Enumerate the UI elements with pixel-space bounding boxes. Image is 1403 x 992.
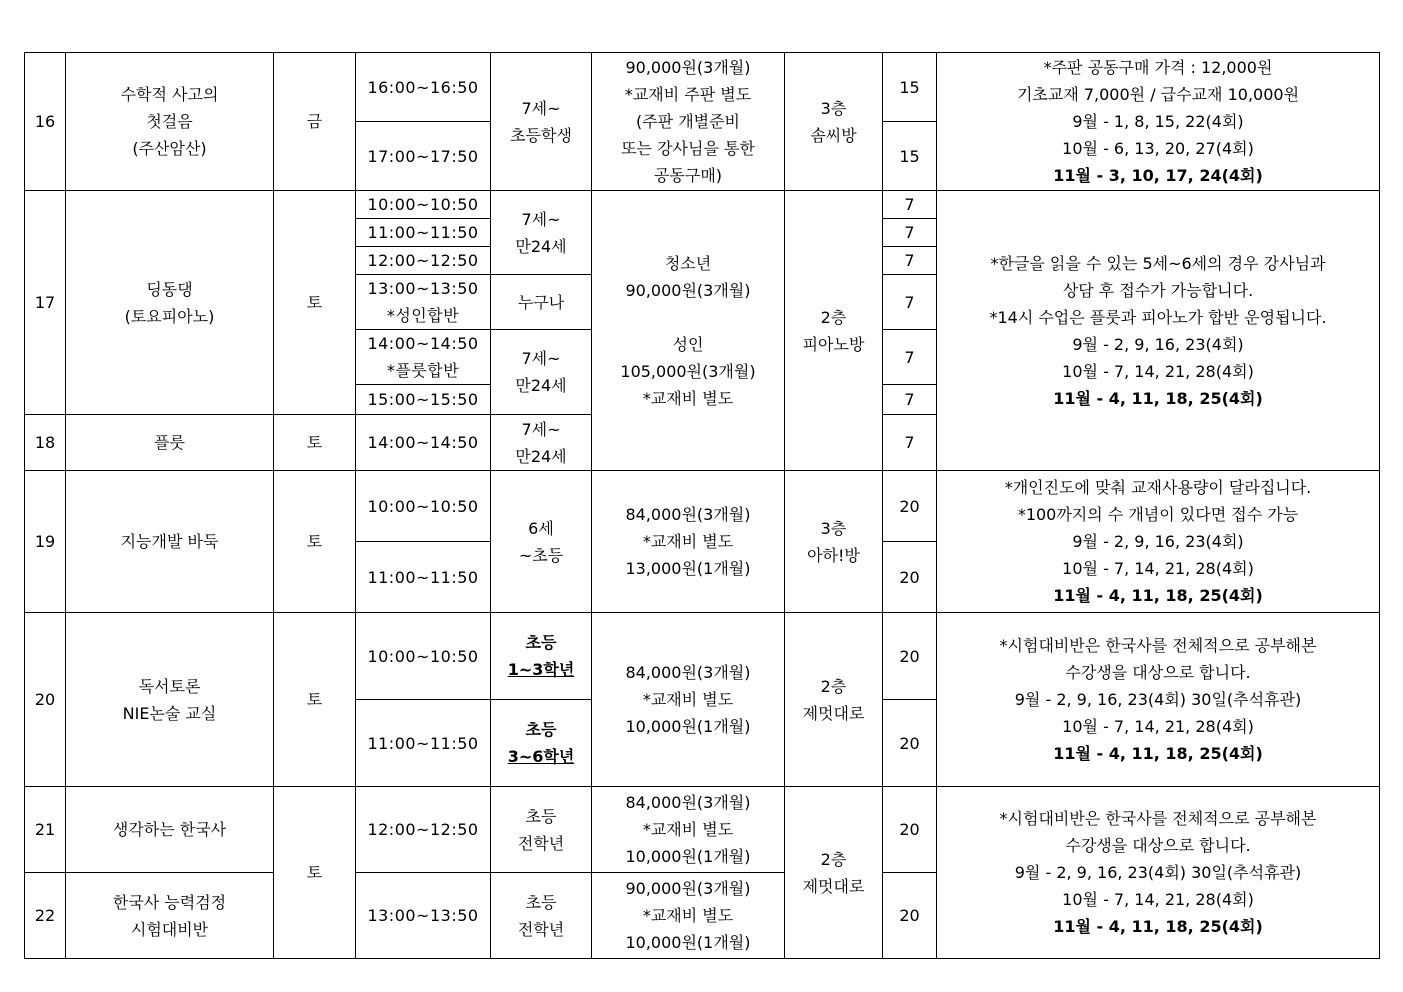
class-capacity: 15 xyxy=(883,53,937,122)
class-capacity: 7 xyxy=(883,247,937,275)
table-row xyxy=(25,191,1380,219)
row-number: 21 xyxy=(25,787,66,873)
class-age: 초등 3~6학년 xyxy=(491,700,592,787)
class-capacity: 20 xyxy=(883,787,937,873)
class-schedule-table xyxy=(24,52,1380,959)
class-room: 2층 제멋대로 xyxy=(785,613,883,787)
class-day: 토 xyxy=(274,613,356,787)
row-number: 17 xyxy=(25,191,66,415)
class-age: 7세~ 만24세 xyxy=(491,415,592,471)
table-row xyxy=(25,471,1380,542)
class-name: 딩동댕 (토요피아노) xyxy=(66,191,274,415)
class-age: 누구나 xyxy=(491,275,592,330)
class-capacity: 7 xyxy=(883,415,937,471)
class-age: 초등 1~3학년 xyxy=(491,613,592,700)
class-capacity: 20 xyxy=(883,471,937,542)
class-name: 수학적 사고의 첫걸음 (주산암산) xyxy=(66,53,274,191)
table-row xyxy=(25,787,1380,873)
class-room: 3층 솜씨방 xyxy=(785,53,883,191)
row-number: 16 xyxy=(25,53,66,191)
class-age: 7세~ 초등학생 xyxy=(491,53,592,191)
class-age: 7세~ 만24세 xyxy=(491,191,592,275)
class-time: 13:00~13:50 *성인합반 xyxy=(356,275,491,330)
class-name: 플룻 xyxy=(66,415,274,471)
class-time: 14:00~14:50 *플룻합반 xyxy=(356,330,491,385)
class-capacity: 20 xyxy=(883,542,937,613)
table-row xyxy=(25,53,1380,122)
class-day: 토 xyxy=(274,471,356,613)
class-capacity: 20 xyxy=(883,700,937,787)
class-time: 15:00~15:50 xyxy=(356,385,491,415)
class-room: 2층 제멋대로 xyxy=(785,787,883,959)
class-notes: *주판 공동구매 가격 : 12,000원 기초교재 7,000원 / 급수교재 10,000원 9월 - 1, 8, 15, 22(4회) 10월 - 6, 13, 20, 27(4회) 11월 - 3, 10, 17, 24(4회) xyxy=(937,53,1380,191)
class-day: 금 xyxy=(274,53,356,191)
class-age: 초등 전학년 xyxy=(491,787,592,873)
class-time: 13:00~13:50 xyxy=(356,873,491,959)
class-time: 12:00~12:50 xyxy=(356,247,491,275)
class-time: 11:00~11:50 xyxy=(356,219,491,247)
class-age: 초등 전학년 xyxy=(491,873,592,959)
class-time: 16:00~16:50 xyxy=(356,53,491,122)
class-name: 한국사 능력검정 시험대비반 xyxy=(66,873,274,959)
class-name: 지능개발 바둑 xyxy=(66,471,274,613)
class-fee: 84,000원(3개월) *교재비 별도 13,000원(1개월) xyxy=(592,471,785,613)
class-time: 17:00~17:50 xyxy=(356,122,491,191)
class-capacity: 7 xyxy=(883,385,937,415)
class-room: 2층 피아노방 xyxy=(785,191,883,471)
class-time: 11:00~11:50 xyxy=(356,542,491,613)
class-capacity: 7 xyxy=(883,191,937,219)
class-capacity: 20 xyxy=(883,613,937,700)
row-number: 22 xyxy=(25,873,66,959)
class-day: 토 xyxy=(274,787,356,959)
row-number: 20 xyxy=(25,613,66,787)
class-notes: *한글을 읽을 수 있는 5세~6세의 경우 강사님과 상담 후 접수가 가능합니다. *14시 수업은 플룻과 피아노가 합반 운영됩니다. 9월 - 2, 9, 16, 23(4회) 10월 - 7, 14, 21, 28(4회) 11월 - 4, 11, 18, 25(4회) xyxy=(937,191,1380,471)
class-fee: 청소년 90,000원(3개월) 성인 105,000원(3개월) *교재비 별도 xyxy=(592,191,785,471)
class-name: 독서토론 NIE논술 교실 xyxy=(66,613,274,787)
class-fee: 90,000원(3개월) *교재비 별도 10,000원(1개월) xyxy=(592,873,785,959)
class-day: 토 xyxy=(274,191,356,415)
class-fee: 84,000원(3개월) *교재비 별도 10,000원(1개월) xyxy=(592,787,785,873)
class-capacity: 7 xyxy=(883,219,937,247)
class-capacity: 7 xyxy=(883,275,937,330)
class-fee: 90,000원(3개월) *교재비 주판 별도 (주판 개별준비 또는 강사님을 통한 공동구매) xyxy=(592,53,785,191)
class-name: 생각하는 한국사 xyxy=(66,787,274,873)
class-capacity: 20 xyxy=(883,873,937,959)
class-age: 7세~ 만24세 xyxy=(491,330,592,415)
class-time: 10:00~10:50 xyxy=(356,613,491,700)
class-time: 10:00~10:50 xyxy=(356,471,491,542)
class-notes: *시험대비반은 한국사를 전체적으로 공부해본 수강생을 대상으로 합니다. 9월 - 2, 9, 16, 23(4회) 30일(추석휴관) 10월 - 7, 14, 21, 28(4회) 11월 - 4, 11, 18, 25(4회) xyxy=(937,613,1380,787)
class-capacity: 15 xyxy=(883,122,937,191)
class-time: 12:00~12:50 xyxy=(356,787,491,873)
row-number: 19 xyxy=(25,471,66,613)
class-time: 10:00~10:50 xyxy=(356,191,491,219)
class-time: 14:00~14:50 xyxy=(356,415,491,471)
class-age: 6세 ~초등 xyxy=(491,471,592,613)
class-notes: *개인진도에 맞춰 교재사용량이 달라집니다. *100까지의 수 개념이 있다면 접수 가능 9월 - 2, 9, 16, 23(4회) 10월 - 7, 14, 21, 28(4회) 11월 - 4, 11, 18, 25(4회) xyxy=(937,471,1380,613)
class-time: 11:00~11:50 xyxy=(356,700,491,787)
class-fee: 84,000원(3개월) *교재비 별도 10,000원(1개월) xyxy=(592,613,785,787)
class-notes: *시험대비반은 한국사를 전체적으로 공부해본 수강생을 대상으로 합니다. 9월 - 2, 9, 16, 23(4회) 30일(추석휴관) 10월 - 7, 14, 21, 28(4회) 11월 - 4, 11, 18, 25(4회) xyxy=(937,787,1380,959)
class-room: 3층 아하!방 xyxy=(785,471,883,613)
class-capacity: 7 xyxy=(883,330,937,385)
row-number: 18 xyxy=(25,415,66,471)
table-row xyxy=(25,613,1380,700)
class-day: 토 xyxy=(274,415,356,471)
